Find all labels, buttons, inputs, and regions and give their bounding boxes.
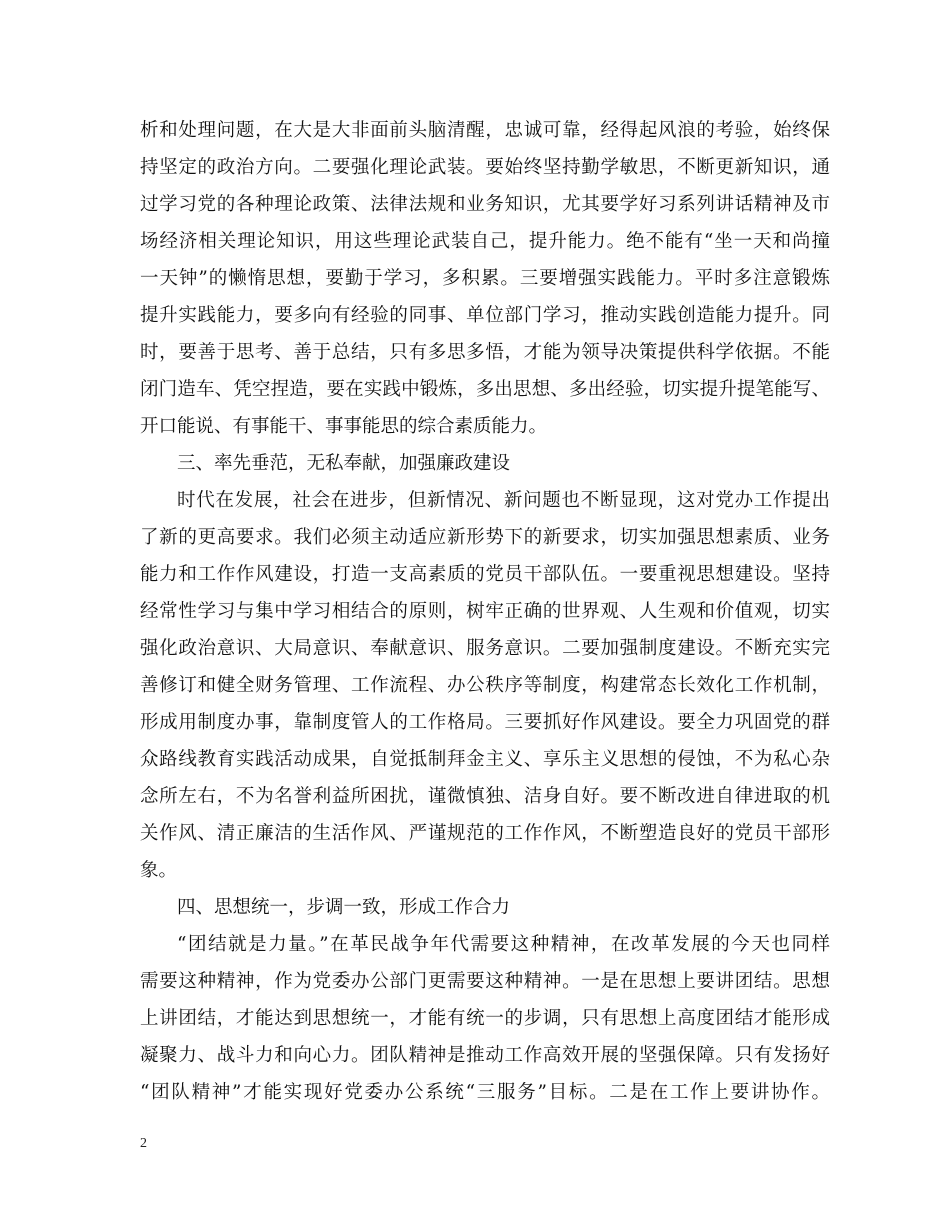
paragraph-line: 时，要善于思考、善于总结，只有多思多悟，才能为领导决策提供科学依据。不能 <box>140 342 830 363</box>
paragraph-line: 上讲团结，才能达到思想统一，才能有统一的步调，只有思想上高度团结才能形成 <box>140 1008 830 1029</box>
paragraph-line: 闭门造车、凭空捏造，要在实践中锻炼，多出思想、多出经验，切实提升提笔能写、 <box>140 379 830 400</box>
page-number: 2 <box>140 1136 147 1151</box>
paragraph-line: 众路线教育实践活动成果，自觉抵制拜金主义、享乐主义思想的侵蚀，不为私心杂 <box>140 749 830 770</box>
paragraph-line: 念所左右，不为名誉利益所困扰，谨微慎独、洁身自好。要不断改进自律进取的机 <box>140 786 830 807</box>
paragraph-line: 开口能说、有事能干、事事能思的综合素质能力。 <box>140 416 548 437</box>
paragraph-line: 善修订和健全财务管理、工作流程、办公秩序等制度，构建常态长效化工作机制， <box>140 675 830 696</box>
paragraph-line: 能力和工作作风建设，打造一支高素质的党员干部队伍。一要重视思想建设。坚持 <box>140 564 830 585</box>
paragraph-line: 场经济相关理论知识，用这些理论武装自己，提升能力。绝不能有“坐一天和尚撞 <box>140 231 830 252</box>
paragraph-line: 强化政治意识、大局意识、奉献意识、服务意识。二要加强制度建设。不断充实完 <box>140 638 830 659</box>
paragraph-line: 持坚定的政治方向。二要强化理论武装。要始终坚持勤学敏思，不断更新知识，通 <box>140 157 830 178</box>
paragraph-line: 象。 <box>140 860 178 881</box>
paragraph-line: 析和处理问题，在大是大非面前头脑清醒，忠诚可靠，经得起风浪的考验，始终保 <box>140 120 830 141</box>
paragraph-line: 了新的更高要求。我们必须主动适应新形势下的新要求，切实加强思想素质、业务 <box>140 527 830 548</box>
section-heading: 三、率先垂范，无私奉献，加强廉政建设 <box>177 453 511 474</box>
section-heading: 四、思想统一，步调一致，形成工作合力 <box>177 897 511 918</box>
paragraph-line: 关作风、清正廉洁的生活作风、严谨规范的工作作风，不断塑造良好的党员干部形 <box>140 823 830 844</box>
paragraph-line: 经常性学习与集中学习相结合的原则，树牢正确的世界观、人生观和价值观，切实 <box>140 601 830 622</box>
paragraph-line: 提升实践能力，要多向有经验的同事、单位部门学习，推动实践创造能力提升。同 <box>140 305 830 326</box>
paragraph-line: 一天钟”的懒惰思想，要勤于学习，多积累。三要增强实践能力。平时多注意锻炼 <box>140 268 830 289</box>
document-body <box>140 112 830 1111</box>
paragraph-line: “团队精神”才能实现好党委办公系统“三服务”目标。二是在工作上要讲协作。 <box>140 1082 830 1103</box>
paragraph-line: 形成用制度办事，靠制度管人的工作格局。三要抓好作风建设。要全力巩固党的群 <box>140 712 830 733</box>
paragraph-line: “团结就是力量。”在革民战争年代需要这种精神，在改革发展的今天也同样 <box>177 934 830 955</box>
paragraph-line: 凝聚力、战斗力和向心力。团队精神是推动工作高效开展的坚强保障。只有发扬好 <box>140 1045 830 1066</box>
paragraph-line: 过学习党的各种理论政策、法律法规和业务知识，尤其要学好习系列讲话精神及市 <box>140 194 830 215</box>
paragraph-line: 时代在发展，社会在进步，但新情况、新问题也不断显现，这对党办工作提出 <box>177 490 830 511</box>
paragraph-line: 需要这种精神，作为党委办公部门更需要这种精神。一是在思想上要讲团结。思想 <box>140 971 830 992</box>
